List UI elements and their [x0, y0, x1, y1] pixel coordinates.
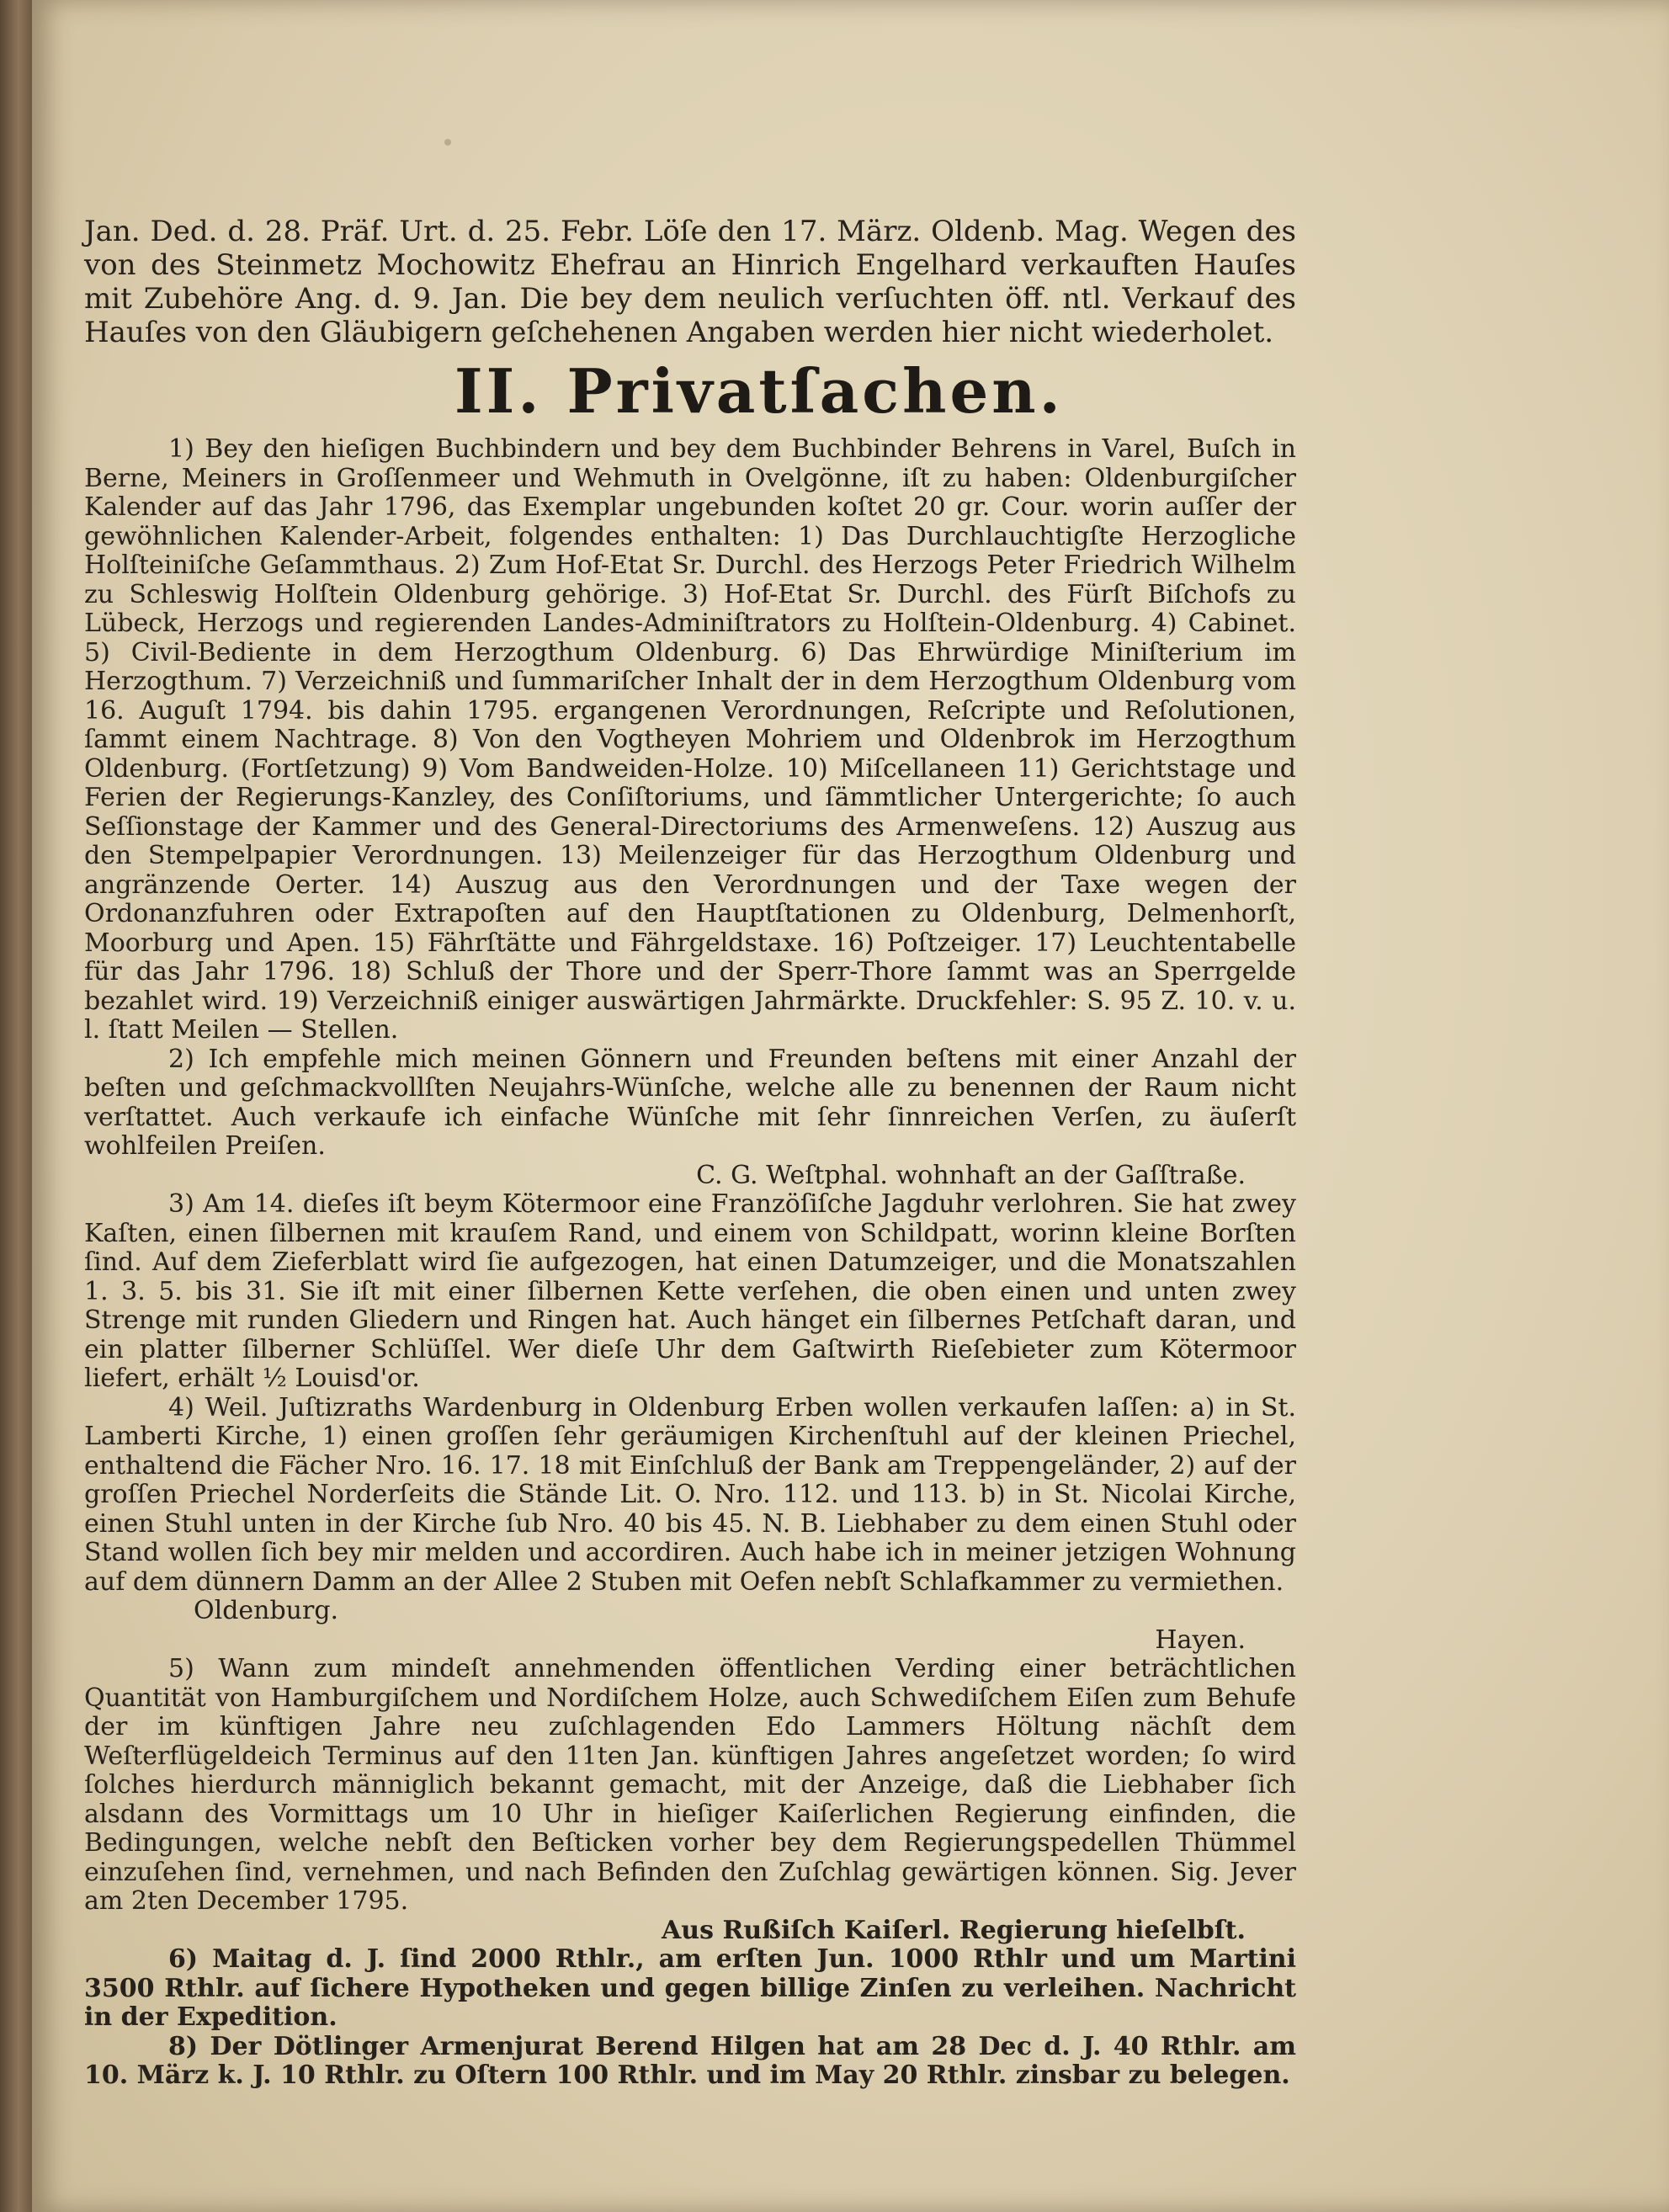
header-paragraph: Jan. Ded. d. 28. Präf. Urt. d. 25. Febr. Löſe den 17. März. Oldenb. Mag. Wegen des von des Steinmetz Mochowitz Ehefrau an Hinrich Engelhard verkauften Hauſes mit Zubehöre Ang. d. 9. Jan. Die bey dem neulich verſuchten öff. ntl. Verkauf des Hauſes von den Gläubigern geſchehenen Angaben werden hier nicht wiederholet.: [84, 215, 1296, 349]
notice-6: 6) Maitag d. J. ſind 2000 Rthlr., am erſten Jun. 1000 Rthlr und um Martini 3500 Rthlr. auf ſichere Hypotheken und gegen billige Zinſen zu verleihen. Nachricht in der Expedition.: [84, 1944, 1296, 2032]
notice-1: 1) Bey den hieſigen Buchbindern und bey dem Buchbinder Behrens in Varel, Buſch in Berne, Meiners in Groſſenmeer und Wehmuth in Ovelgönne, iſt zu haben: Oldenburgiſcher Kalender auf das Jahr 1796, das Exemplar ungebunden koſtet 20 gr. Cour. worin auſſer der gewöhnlichen Kalender-Arbeit, folgendes enthalten: 1) Das Durchlauchtigſte Herzogliche Holſteiniſche Geſammthaus. 2) Zum Hof-Etat Sr. Durchl. des Herzogs Peter Friedrich Wilhelm zu Schleswig Holſtein Oldenburg gehörige. 3) Hof-Etat Sr. Durchl. des Fürſt Biſchofs zu Lübeck, Herzogs und regierenden Landes-Adminiſtrators zu Holſtein-Oldenburg. 4) Cabinet. 5) Civil-Bediente in dem Herzogthum Oldenburg. 6) Das Ehrwürdige Miniſterium im Herzogthum. 7) Verzeichniß und ſummariſcher Inhalt der in dem Herzogthum Oldenburg vom 16. Auguſt 1794. bis dahin 1795. ergangenen Verordnungen, Reſcripte und Reſolutionen, ſammt einem Nachtrage. 8) Von den Vogtheyen Mohriem und Oldenbrok im Herzogthum Oldenburg. (Fortſetzung) 9) Vom Bandweiden-Holze. 10) Miſcellaneen 11) Gerichtstage und Ferien der Regierungs-Kanzley, des Conſiſtoriums, und ſämmtlicher Untergerichte; ſo auch Seſſionstage der Kammer und des General-Directoriums des Armenweſens. 12) Auszug aus den Stempelpapier Verordnungen. 13) Meilenzeiger für das Herzogthum Oldenburg und angränzende Oerter. 14) Auszug aus den Verordnungen und der Taxe wegen der Ordonanzfuhren oder Extrapoſten auf den Hauptſtationen zu Oldenburg, Delmenhorſt, Moorburg und Apen. 15) Fährſtätte und Fährgeldstaxe. 16) Poſtzeiger. 17) Leuchtentabelle für das Jahr 1796. 18) Schluß der Thore und der Sperr-Thore ſammt was an Sperrgelde bezahlet wird. 19) Verzeichniß einiger auswärtigen Jahrmärkte. Druckfehler: S. 95 Z. 10. v. u. l. ſtatt Meilen — Stellen.: [84, 434, 1296, 1045]
notice-3: 3) Am 14. dieſes iſt beym Kötermoor eine Franzöſiſche Jagduhr verlohren. Sie hat zwey Kaſten, einen ſilbernen mit krauſem Rand, und einem von Schildpatt, worinn kleine Borſten ſind. Auf dem Zieferblatt wird ſie aufgezogen, hat einen Datumzeiger, und die Monatszahlen 1. 3. 5. bis 31. Sie iſt mit einer ſilbernen Kette verſehen, die oben einen und unten zwey Strenge mit runden Gliedern und Ringen hat. Auch hänget ein ſilbernes Petſchaft daran, und ein platter ſilberner Schlüſſel. Wer dieſe Uhr dem Gaſtwirth Rieſebieter zum Kötermoor liefert, erhält ½ Louisd'or.: [84, 1189, 1296, 1393]
notice-5: 5) Wann zum mindeſt annehmenden öffentlichen Verding einer beträchtlichen Quantität von Hamburgiſchem und Nordiſchem Holze, auch Schwediſchem Eiſen zum Behufe der im künftigen Jahre neu zuſchlagenden Edo Lammers Höltung nächſt dem Weſterflügeldeich Terminus auf den 11ten Jan. künftigen Jahres angeſetzet worden; ſo wird ſolches hierdurch männiglich bekannt gemacht, mit der Anzeige, daß die Liebhaber ſich alsdann des Vormittags um 10 Uhr in hieſiger Kaiſerlichen Regierung einfinden, die Bedingungen, welche nebſt den Beſticken vorher bey dem Regierungspedellen Thümmel einzuſehen ſind, vernehmen, und nach Befinden den Zuſchlag gewärtigen können. Sig. Jever am 2ten December 1795.: [84, 1654, 1296, 1916]
left-page-edge: [0, 0, 34, 2212]
section-heading: II. Privatſachen.: [454, 355, 1064, 427]
notice-4-place: Oldenburg.: [194, 1596, 339, 1625]
book-page: [32, 0, 1669, 2212]
notice-8: 8) Der Dötlinger Armenjurat Berend Hilgen hat am 28 Dec d. J. 40 Rthlr. am 10. März k. J. 10 Rthlr. zu Oſtern 100 Rthlr. und im May 20 Rthlr. zinsbar zu belegen.: [84, 2031, 1296, 2090]
notice-4-signature: Hayen.: [1155, 1624, 1246, 1655]
notice-4: 4) Weil. Juſtizraths Wardenburg in Oldenburg Erben wollen verkaufen laſſen: a) in St. Lamberti Kirche, 1) einen groſſen ſehr geräumigen Kirchenſtuhl auf der kleinen Priechel, enthaltend die Fächer Nro. 16. 17. 18 mit Einſchluß der Bank am Treppengeländer, 2) auf der groſſen Priechel Norderſeits die Stände Lit. O. Nro. 112. und 113. b) in St. Nicolai Kirche, einen Stuhl unten in der Kirche ſub Nro. 40 bis 45. N. B. Liebhaber zu dem einen Stuhl oder Stand wollen ſich bey mir melden und accordiren. Auch habe ich in meiner jetzigen Wohnung auf dem dünnern Damm an der Allee 2 Stuben mit Oefen nebſt Schlafkammer zu vermiethen.: [84, 1392, 1296, 1597]
page-blemish: [444, 139, 451, 146]
notice-5-signature: Aus Rußiſch Kaiſerl. Regierung hieſelbſt.: [662, 1915, 1246, 1945]
notice-2-signature: C. G. Weſtphal. wohnhaft an der Gaſſtraße.: [696, 1160, 1246, 1190]
page-text-block: [84, 215, 1296, 2091]
notice-2: 2) Ich empfehle mich meinen Gönnern und Freunden beſtens mit einer Anzahl der beſten und geſchmackvollſten Neujahrs-Wünſche, welche alle zu benennen der Raum nicht verſtattet. Auch verkaufe ich einfache Wünſche mit ſehr ſinnreichen Verſen, zu äuſerſt wohlfeilen Preiſen.: [84, 1044, 1296, 1161]
